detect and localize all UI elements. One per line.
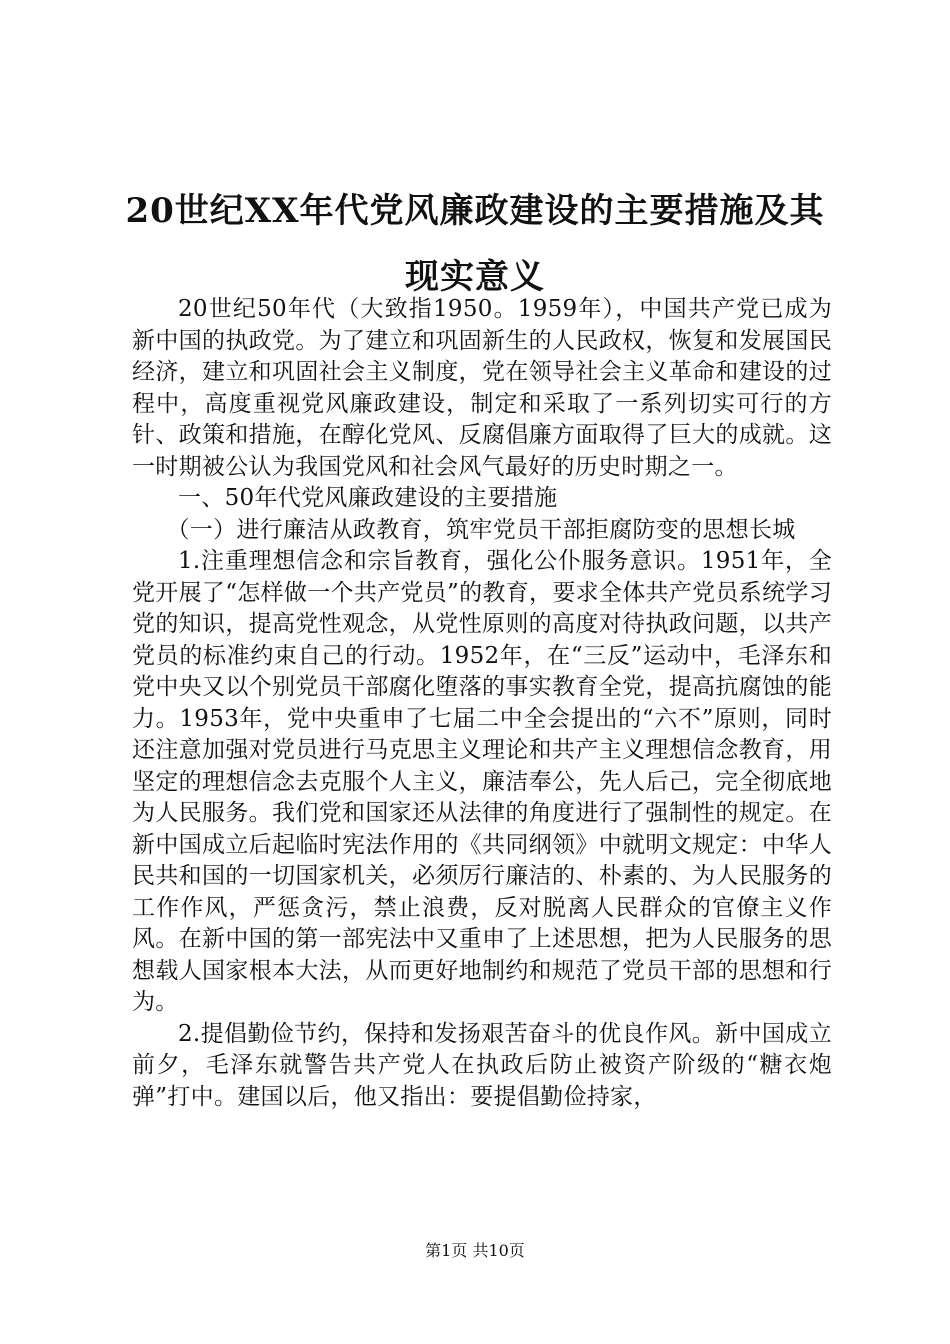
section-heading: 一、50年代党风廉政建设的主要措施 [178,485,558,511]
document-title-line-2: 现实意义 [405,257,545,297]
document-body [132,294,832,1113]
body-paragraph-2: 2.提倡勤俭节约，保持和发扬艰苦奋斗的优良作风。新中国成立前夕，毛泽东就警告共产党人在执政后防止被资产阶级的“糖衣炮弹”打中。建国以后，他又指出：要提倡勤俭持家， [132,1020,832,1110]
body-paragraph-1: 1.注重理想信念和宗旨教育，强化公仆服务意识。1951年，全党开展了“怎样做一个共产党员”的教育，要求全体共产党员系统学习党的知识，提高党性观念，从党性原则的高度对待执政问题，以共产党员的标准约束自己的行动。1952年，在“三反”运动中，毛泽东和党中央又以个别党员干部腐化堕落的事实教育全党，提高抗腐蚀的能力。1953年，党中央重申了七届二中全会提出的“六不”原则，同时还注意加强对党员进行马克思主义理论和共产主义理想信念教育，用坚定的理想信念去克服个人主义，廉洁奉公，先人后己，完全彻底地为人民服务。我们党和国家还从法律的角度进行了强制性的规定。在新中国成立后起临时宪法作用的《共同纲领》中就明文规定：中华人民共和国的一切国家机关，必须厉行廉洁的、朴素的、为人民服务的工作作风，严惩贪污，禁止浪费，反对脱离人民群众的官僚主义作风。在新中国的第一部宪法中又重申了上述思想，把为人民服务的思想载人国家根本大法，从而更好地制约和规范了党员干部的思想和行为。 [132,548,832,1015]
document-title [120,178,830,310]
subsection-heading: （一）进行廉洁从政教育，筑牢党员干部拒腐防变的思想长城 [166,516,796,543]
intro-paragraph: 20世纪50年代（大致指1950。1959年），中国共产党已成为新中国的执政党。为了建立和巩固新生的人民政权，恢复和发展国民经济，建立和巩固社会主义制度，党在领导社会主义革命和建设的过程中，高度重视党风廉政建设，制定和采取了一系列切实可行的方针、政策和措施，在醇化党风、反腐倡廉方面取得了巨大的成就。这一时期被公认为我国党风和社会风气最好的历史时期之一。 [132,296,832,480]
page-number-footer: 第1页 共10页 [425,1241,525,1260]
document-title-line-1: 20世纪XX年代党风廉政建设的主要措施及其 [125,191,825,231]
